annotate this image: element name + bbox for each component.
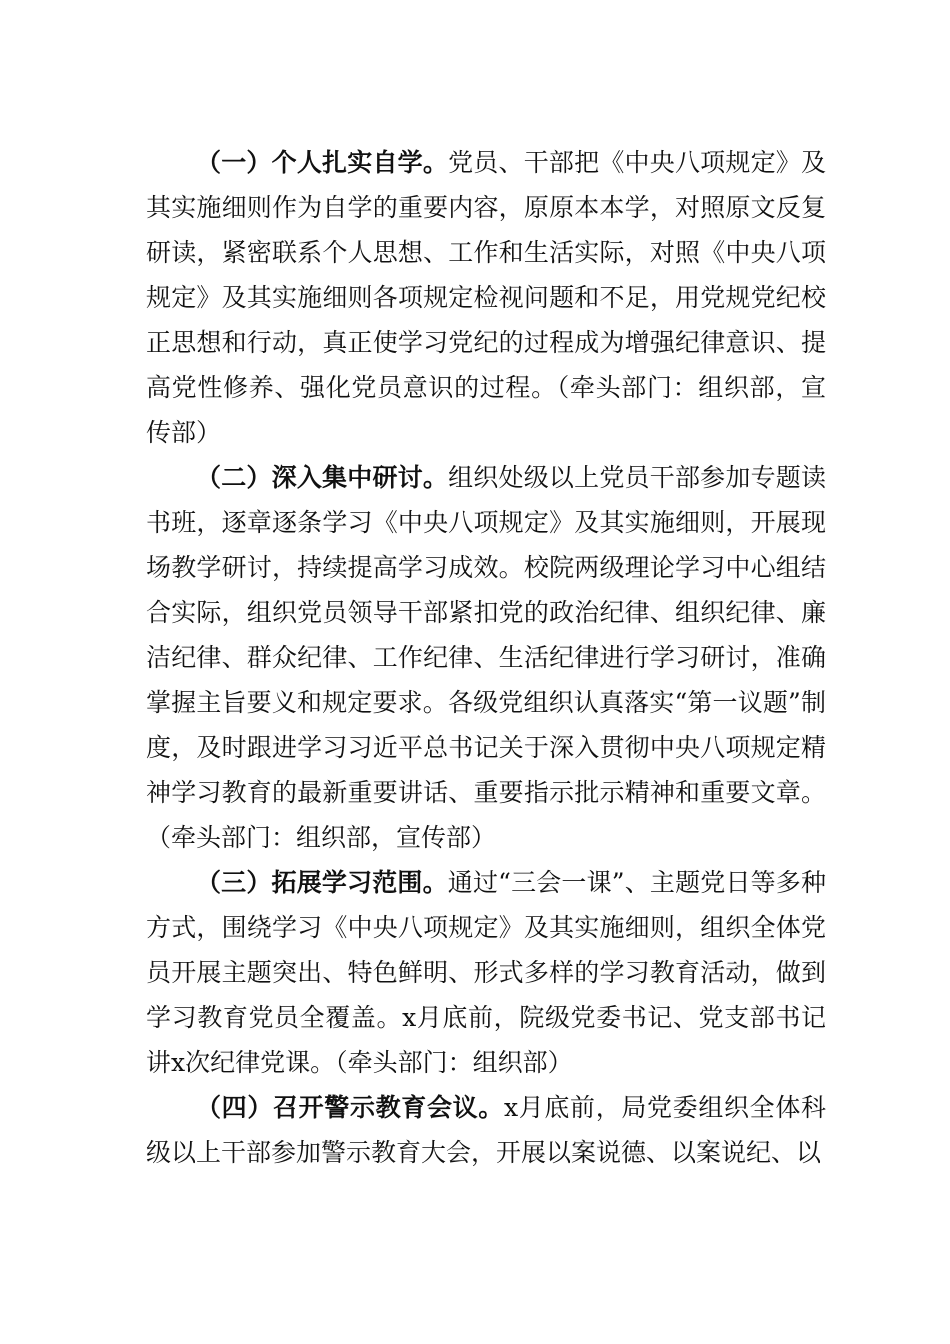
- paragraph-heading: （二）深入集中研讨。: [196, 463, 449, 492]
- paragraph-heading: （四）召开警示教育会议。: [196, 1093, 504, 1122]
- paragraph-body: 通过“三会一课”、主题党日等多种方式，围绕学习《中央八项规定》及其实施细则，组织全体党员开展主题突出、特色鲜明、形式多样的学习教育活动，做到学习教育党员全覆盖。x月底前，院级党委书记、党支部书记讲x次纪律党课。（牵头部门：组织部）: [146, 868, 826, 1077]
- paragraph-heading: （一）个人扎实自学。: [196, 148, 449, 177]
- paragraph-body: x月底前，局党委组织全体科级以上干部参加警示教育大会，开展以案说德、以案说纪、以: [146, 1093, 826, 1167]
- paragraph-body: 党员、干部把《中央八项规定》及其实施细则作为自学的重要内容，原原本本学，对照原文反复研读，紧密联系个人思想、工作和生活实际，对照《中央八项规定》及其实施细则各项规定检视问题和不足，用党规党纪校正思想和行动，真正使学习党纪的过程成为增强纪律意识、提高党性修养、强化党员意识的过程。（牵头部门：组织部，宣传部）: [146, 148, 826, 447]
- paragraph-heading: （三）拓展学习范围。: [196, 868, 448, 897]
- paragraph-body: 组织处级以上党员干部参加专题读书班，逐章逐条学习《中央八项规定》及其实施细则，开展现场教学研讨，持续提高学习成效。校院两级理论学习中心组结合实际，组织党员领导干部紧扣党的政治纪律、组织纪律、廉洁纪律、群众纪律、工作纪律、生活纪律进行学习研讨，准确掌握主旨要义和规定要求。各级党组织认真落实“第一议题”制度，及时跟进学习习近平总书记关于深入贯彻中央八项规定精神学习教育的最新重要讲话、重要指示批示精神和重要文章。（牵头部门：组织部，宣传部）: [146, 463, 826, 852]
- paragraph-centralized-discussion: [146, 455, 826, 860]
- paragraph-expand-scope: [146, 860, 826, 1085]
- document-page: [146, 140, 826, 1175]
- paragraph-self-study: [146, 140, 826, 455]
- paragraph-warning-meeting: [146, 1085, 826, 1175]
